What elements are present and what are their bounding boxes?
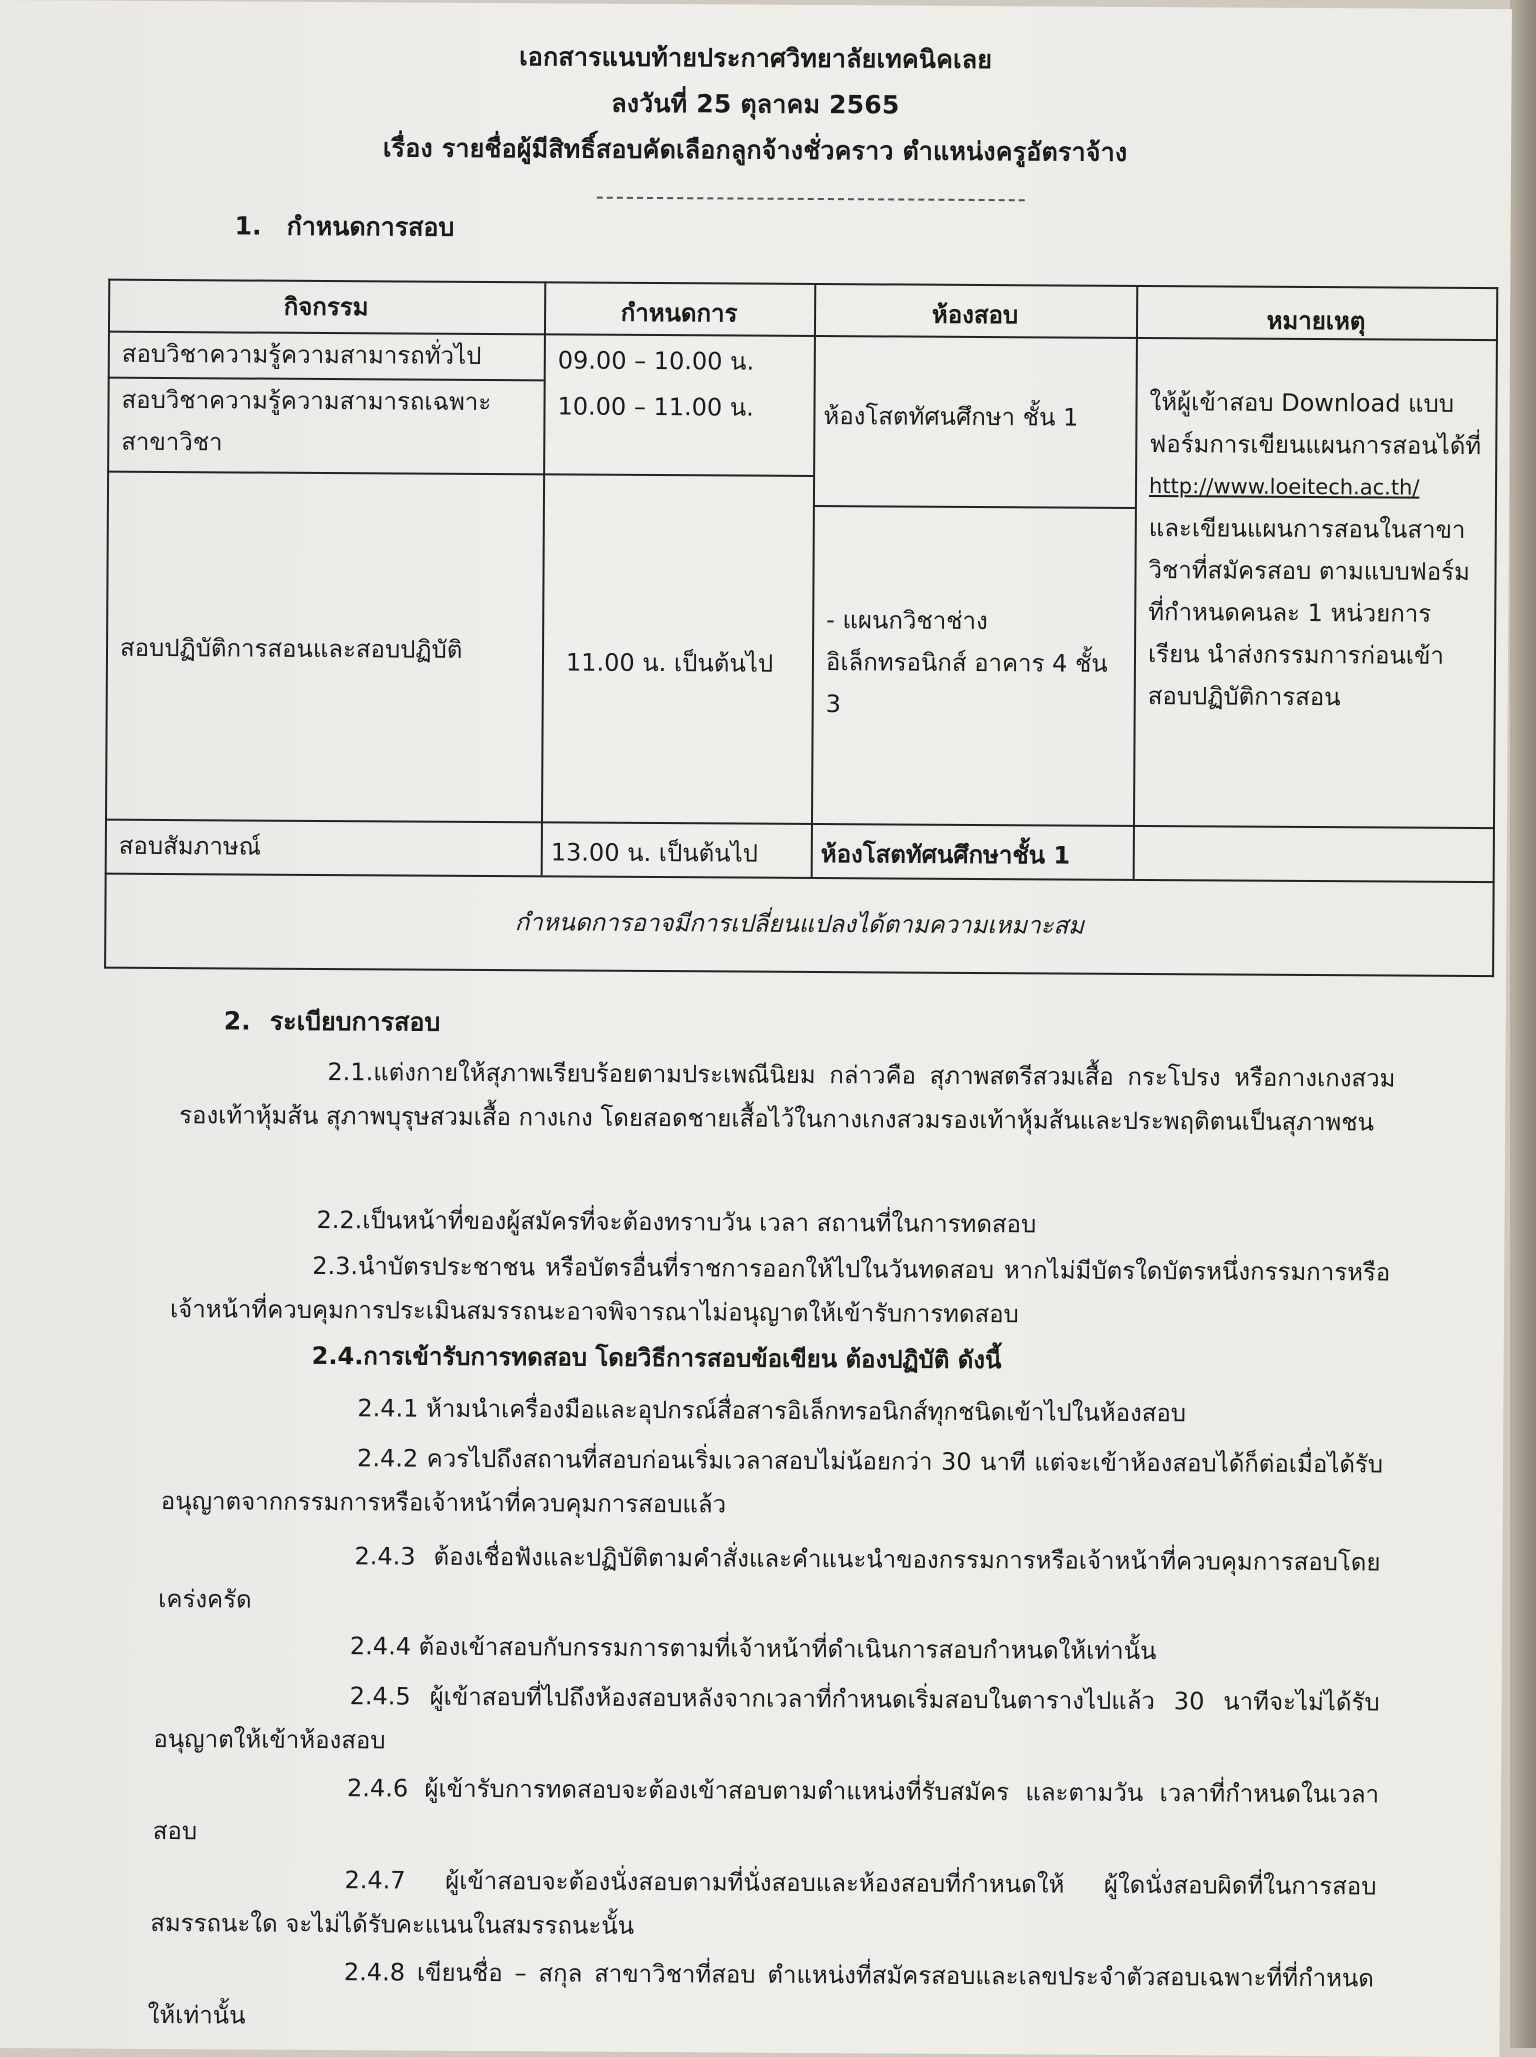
section2-title: ระเบียบการสอบ bbox=[269, 1006, 441, 1037]
rule-2-2: 2.2.เป็นหน้าที่ของผู้สมัครที่จะต้องทราบวัน เวลา สถานที่ในการทดสอบ bbox=[316, 1205, 1037, 1239]
table-border-right bbox=[1492, 287, 1498, 977]
table-col2-divider bbox=[811, 283, 817, 877]
rule-2-4-7: 2.4.7 ผู้เข้าสอบจะต้องนั่งสอบตามที่นั่งสอบและห้องสอบที่กำหนดให้ ผู้ใดนั่งสอบผิดที่ในการสอบสมรรถนะใด จะไม่ได้รับคะแนนในสมรรถนะนั้น bbox=[150, 1866, 1377, 1940]
table-cell-time-4: 13.00 น. เป็นต้นไป bbox=[550, 838, 759, 868]
table-header-activity: กิจกรรม bbox=[283, 292, 369, 322]
rule-2-3: 2.3.นำบัตรประชาชน หรือบัตรอื่นที่ราชการออกให้ไปในวันทดสอบ หากไม่มีบัตรใดบัตรหนึ่งกรรมการหรือเจ้าหน้าที่ควบคุมการประเมินสมรรถนะอาจพิจารณาไม่อนุญาตให้เข้ารับการทดสอบ bbox=[169, 1251, 1391, 1329]
table-cell-time-2: 10.00 – 11.00 น. bbox=[557, 392, 754, 422]
table-cell-activity-1: สอบวิชาความรู้ความสามารถทั่วไป bbox=[121, 339, 482, 370]
rule-2-4: 2.4.การเข้ารับการทดสอบ โดยวิธีการสอบข้อเขียน ต้องปฏิบัติ ดังนี้ bbox=[311, 1341, 1002, 1375]
rule-2-4-5: 2.4.5 ผู้เข้าสอบที่ไปถึงห้องสอบหลังจากเวลาที่กำหนดเริ่มสอบในตารางไปแล้ว 30 นาทีจะไม่ได้รับอนุญาตให้เข้าห้องสอบ bbox=[153, 1682, 1380, 1755]
header-divider bbox=[597, 197, 1025, 202]
header-subject: เรื่อง รายชื่อผู้มีสิทธิ์สอบคัดเลือกลูกจ้างชั่วคราว ตำแหน่งครูอัตราจ้าง bbox=[382, 133, 1128, 167]
table-cell-activity-4: สอบสัมภาษณ์ bbox=[118, 831, 262, 861]
table-row2-bottom bbox=[107, 471, 813, 477]
header-title: เอกสารแนบท้ายประกาศวิทยาลัยเทคนิคเลย bbox=[519, 42, 993, 75]
remark-text-2: และเขียนแผนการสอนในสาขาวิชาที่สมัครสอบ ตามแบบฟอร์มที่กำหนดคนละ 1 หน่วยการเรียน นำส่งกรรมการก่อนเข้าสอบปฏิบัติการสอน bbox=[1147, 514, 1470, 712]
rule-2-4-4: 2.4.4 ต้องเข้าสอบกับกรรมการตามที่เจ้าหน้าที่ดำเนินการสอบกำหนดให้เท่านั้น bbox=[349, 1632, 1157, 1666]
rule-2-4-1: 2.4.1 ห้ามนำเครื่องมือและอุปกรณ์สื่อสารอิเล็กทรอนิกส์ทุกชนิดเข้าไปในห้องสอบ bbox=[357, 1394, 1187, 1428]
section2-number: 2. bbox=[223, 1006, 251, 1036]
table-border-left bbox=[104, 279, 110, 969]
page-edge-shadow bbox=[1510, 0, 1536, 2048]
table-header-remark: หมายเหตุ bbox=[1266, 306, 1366, 336]
rule-2-4-6: 2.4.6 ผู้เข้ารับการทดสอบจะต้องเข้าสอบตามตำแหน่งที่รับสมัคร และตามวัน เวลาที่กำหนดในเวลาสอบ bbox=[152, 1774, 1380, 1846]
section2-heading bbox=[224, 1001, 441, 1042]
table-border-bottom bbox=[104, 967, 1494, 977]
table-cell-time-1: 09.00 – 10.00 น. bbox=[557, 346, 755, 376]
rule-2-1: 2.1.แต่งกายให้สุภาพเรียบร้อยตามประเพณีนิยม กล่าวคือ สุภาพสตรีสวมเสื้อ กระโปรง หรือกางเกงสวมรองเท้าหุ้มส้น สุภาพบุรุษสวมเสื้อ กางเกง โดยสอดชายเสื้อไว้ในกางเกงสวมรองเท้าหุ้มส้นและประพฤติตนเป็นสุภาพชน bbox=[179, 1058, 1396, 1137]
remark-text-1: ให้ผู้เข้าสอบ Download แบบฟอร์มการเขียนแผนการสอนได้ที่ bbox=[1149, 388, 1482, 461]
table-cell-room-3: - แผนกวิชาช่าง อิเล็กทรอนิกส์ อาคาร 4 ชั้น 3 bbox=[825, 606, 1108, 719]
table-footnote: กำหนดการอาจมีการเปลี่ยนแปลงได้ตามความเหมาะสม bbox=[514, 908, 1085, 940]
section1-title: กำหนดการสอบ bbox=[286, 211, 455, 242]
section1-heading bbox=[234, 206, 454, 247]
remark-link[interactable]: http://www.loeitech.ac.th/ bbox=[1148, 474, 1420, 500]
table-cell-room-1-2: ห้องโสตทัศนศึกษา ชั้น 1 bbox=[823, 402, 1079, 432]
table-cell-activity-2: สอบวิชาความรู้ความสามารถเฉพาะสาขาวิชา bbox=[121, 385, 492, 457]
table-cell-time-3: 11.00 น. เป็นต้นไป bbox=[565, 648, 774, 678]
table-col3-divider bbox=[1133, 285, 1139, 879]
table-header-time: กำหนดการ bbox=[620, 298, 738, 328]
header-date: ลงวันที่ 25 ตุลาคม 2565 bbox=[611, 88, 900, 120]
section1-number: 1. bbox=[234, 211, 262, 241]
table-cell-room-4: ห้องโสตทัศนศึกษาชั้น 1 bbox=[820, 840, 1071, 870]
table-cell-remark bbox=[1148, 381, 1484, 719]
rule-2-4-3: 2.4.3 ต้องเชื่อฟังและปฏิบัติตามคำสั่งและคำแนะนำของกรรมการหรือเจ้าหน้าที่ควบคุมการสอบโดยเคร่งครัด bbox=[158, 1542, 1381, 1614]
table-header-room: ห้องสอบ bbox=[931, 300, 1019, 330]
schedule-table bbox=[104, 279, 1498, 977]
rule-2-4-8: 2.4.8 เขียนชื่อ – สกุล สาขาวิชาที่สอบ ตำแหน่งที่สมัครสอบและเลขประจำตัวสอบเฉพาะที่ที่กำหนดให้เท่านั้น bbox=[147, 1958, 1375, 2030]
table-cell-activity-3: สอบปฏิบัติการสอนและสอบปฏิบัติ bbox=[119, 633, 463, 664]
rule-2-4-2: 2.4.2 ควรไปถึงสถานที่สอบก่อนเริ่มเวลาสอบไม่น้อยกว่า 30 นาที แต่จะเข้าห้องสอบได้ก็ต่อเมื่อได้รับอนุญาตจากกรรมการหรือเจ้าหน้าที่ควบคุมการสอบแล้ว bbox=[160, 1444, 1384, 1519]
table-room-divider bbox=[813, 505, 1135, 509]
